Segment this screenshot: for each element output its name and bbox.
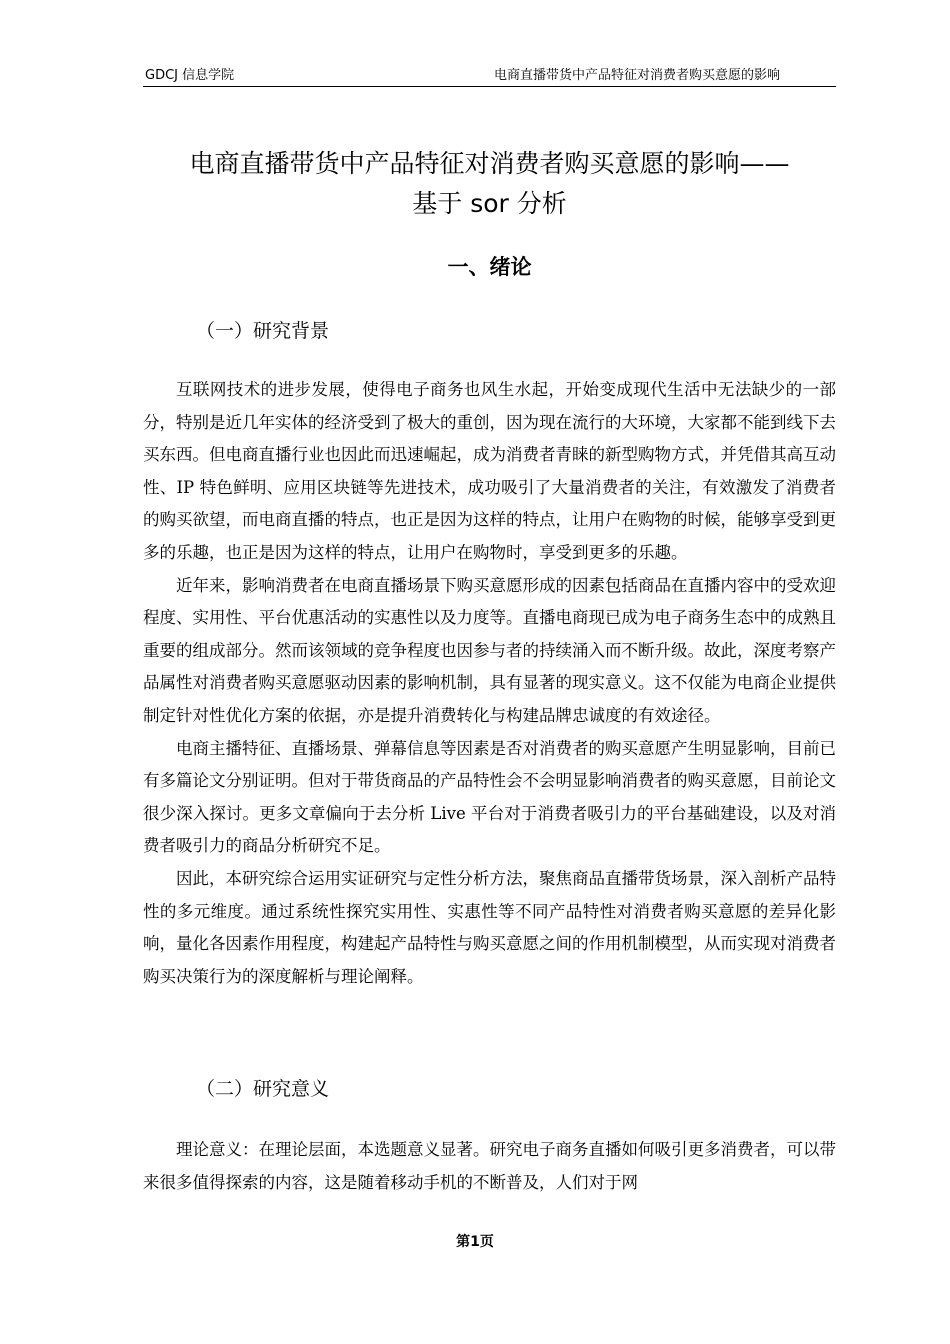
subsection-heading-background: （一）研究背景 xyxy=(196,320,330,342)
page-number: 第1页 xyxy=(456,1234,494,1250)
title-line-1: 电商直播带货中产品特征对消费者购买意愿的影响—— xyxy=(189,149,790,178)
title-line-2: 基于 sor 分析 xyxy=(412,189,567,218)
background-body xyxy=(143,374,836,993)
paragraph: 电商主播特征、直播场景、弹幕信息等因素是否对消费者的购买意愿产生明显影响，目前已有多篇论文分别证明。但对于带货商品的产品特性会不会明显影响消费者的购买意愿，目前论文很少深入探讨。更多文章偏向于去分析 Live 平台对于消费者吸引力的平台基础建设，以及对消费者吸引力的商品分析研究不足。 xyxy=(143,738,836,856)
paragraph: 因此，本研究综合运用实证研究与定性分析方法，聚焦商品直播带货场景，深入剖析产品特性的多元维度。通过系统性探究实用性、实惠性等不同产品特性对消费者购买意愿的差异化影响，量化各因素作用程度，构建起产品特性与购买意愿之间的作用机制模型，从而实现对消费者购买决策行为的深度解析与理论阐释。 xyxy=(143,868,836,986)
document-title xyxy=(143,144,836,224)
header-running-title: 电商直播带货中产品特征对消费者购买意愿的影响 xyxy=(493,68,780,83)
paragraph: 理论意义：在理论层面，本选题意义显著。研究电子商务直播如何吸引更多消费者，可以带来很多值得探索的内容，这是随着移动手机的不断普及，人们对于网 xyxy=(143,1140,836,1192)
paragraph: 互联网技术的进步发展，使得电子商务也风生水起，开始变成现代生活中无法缺少的一部分，特别是近几年实体的经济受到了极大的重创，因为现在流行的大环境，大家都不能到线下去买东西。但电商直播行业也因此而迅速崛起，成为消费者青睐的新型购物方式，并凭借其高互动性、IP 特色鲜明、应用区块链等先进技术，成功吸引了大量消费者的关注，有效激发了消费者的购买欲望，而电商直播的特点，也正是因为这样的特点，让用户在购物的时候，能够享受到更多的乐趣，也正是因为这样的特点，让用户在购物时，享受到更多的乐趣。 xyxy=(143,380,836,562)
paragraph: 近年来，影响消费者在电商直播场景下购买意愿形成的因素包括商品在直播内容中的受欢迎程度、实用性、平台优惠活动的实惠性以及力度等。直播电商现已成为电子商务生态中的成熟且重要的组成部分。然而该领域的竞争程度也因参与者的持续涌入而不断升级。故此，深度考察产品属性对消费者购买意愿驱动因素的影响机制，具有显著的现实意义。这不仅能为电商企业提供制定针对性优化方案的依据，亦是提升消费转化与构建品牌忠诚度的有效途径。 xyxy=(143,575,836,725)
running-header xyxy=(143,66,836,87)
section-heading-introduction: 一、绪论 xyxy=(447,255,532,279)
subsection-heading-significance: （二）研究意义 xyxy=(196,1078,330,1100)
significance-body xyxy=(143,1134,836,1199)
header-institution: GDCJ 信息学院 xyxy=(145,68,235,83)
